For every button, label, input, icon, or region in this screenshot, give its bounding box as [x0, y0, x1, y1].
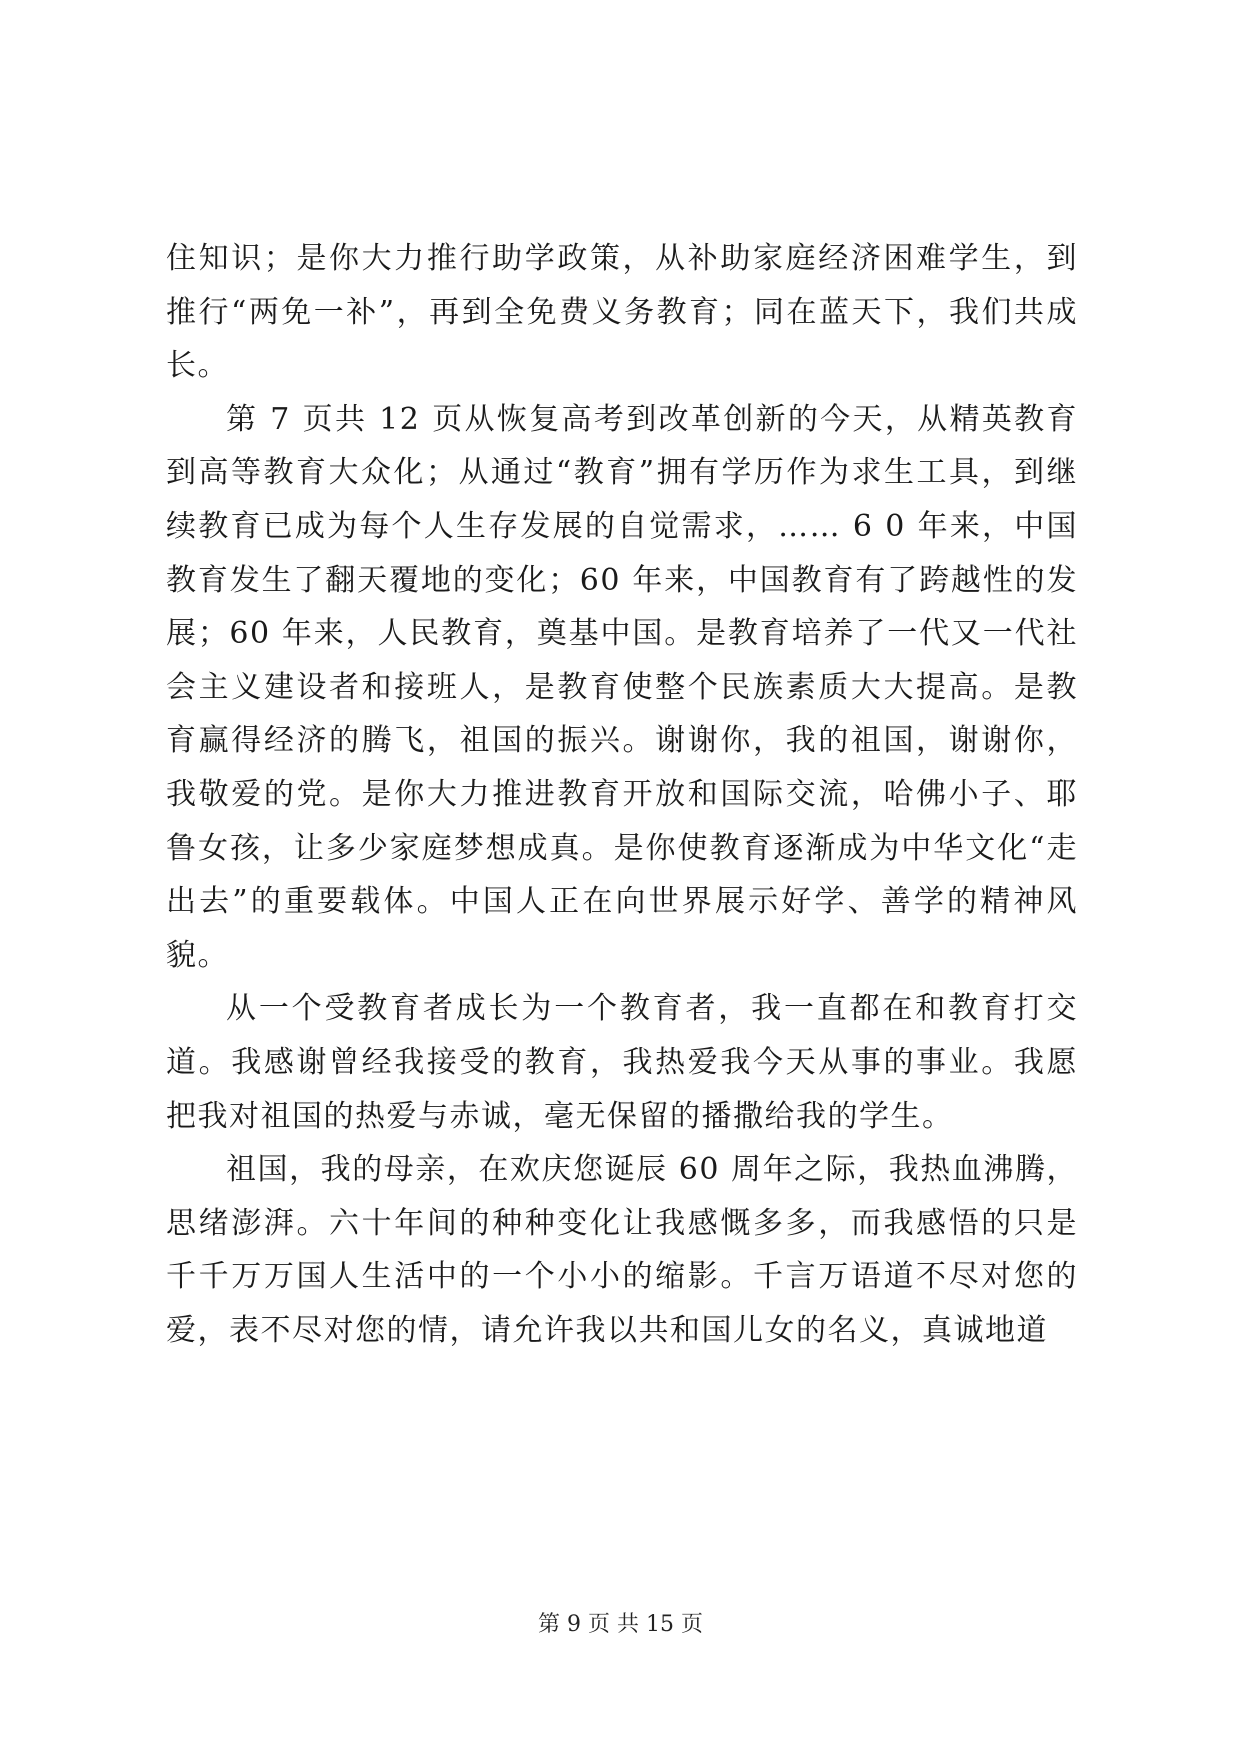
paragraph-educator: 从一个受教育者成长为一个教育者，我一直都在和教育打交道。我感谢曾经我接受的教育，我热爱我今天从事的事业。我愿把我对祖国的热爱与赤诚，毫无保留的播撒给我的学生。 [166, 991, 1078, 1134]
document-body [166, 232, 1078, 1357]
page-number: 第 9 页 共 15 页 [538, 1612, 703, 1637]
paragraph-education-history: 第 7 页共 12 页从恢复高考到改革创新的今天，从精英教育到高等教育大众化；从通过“教育”拥有学历作为求生工具，到继续教育已成为每个人生存发展的自觉需求，…… 6 0 年来，中国教育发生了翻天覆地的变化；60 年来，中国教育有了跨越性的发展；60 年来，人民教育，奠基中国。是教育培养了一代又一代社会主义建设者和接班人，是教育使整个民族素质大大提高。是教育赢得经济的腾飞，祖国的振兴。谢谢你，我的祖国，谢谢你，我敬爱的党。是你大力推进教育开放和国际交流，哈佛小子、耶鲁女孩，让多少家庭梦想成真。是你使教育逐渐成为中华文化“走出去”的重要载体。中国人正在向世界展示好学、善学的精神风貌。 [166, 401, 1078, 973]
page-footer [0, 1610, 1241, 1640]
paragraph-motherland: 祖国，我的母亲，在欢庆您诞辰 60 周年之际，我热血沸腾，思绪澎湃。六十年间的种种变化让我感慨多多，而我感悟的只是千千万万国人生活中的一个小小的缩影。千言万语道不尽对您的爱，表不尽对您的情，请允许我以共和国儿女的名义，真诚地道 [166, 1152, 1078, 1348]
paragraph-continued: 住知识；是你大力推行助学政策，从补助家庭经济困难学生，到推行“两免一补”，再到全免费义务教育；同在蓝天下，我们共成长。 [166, 241, 1078, 384]
